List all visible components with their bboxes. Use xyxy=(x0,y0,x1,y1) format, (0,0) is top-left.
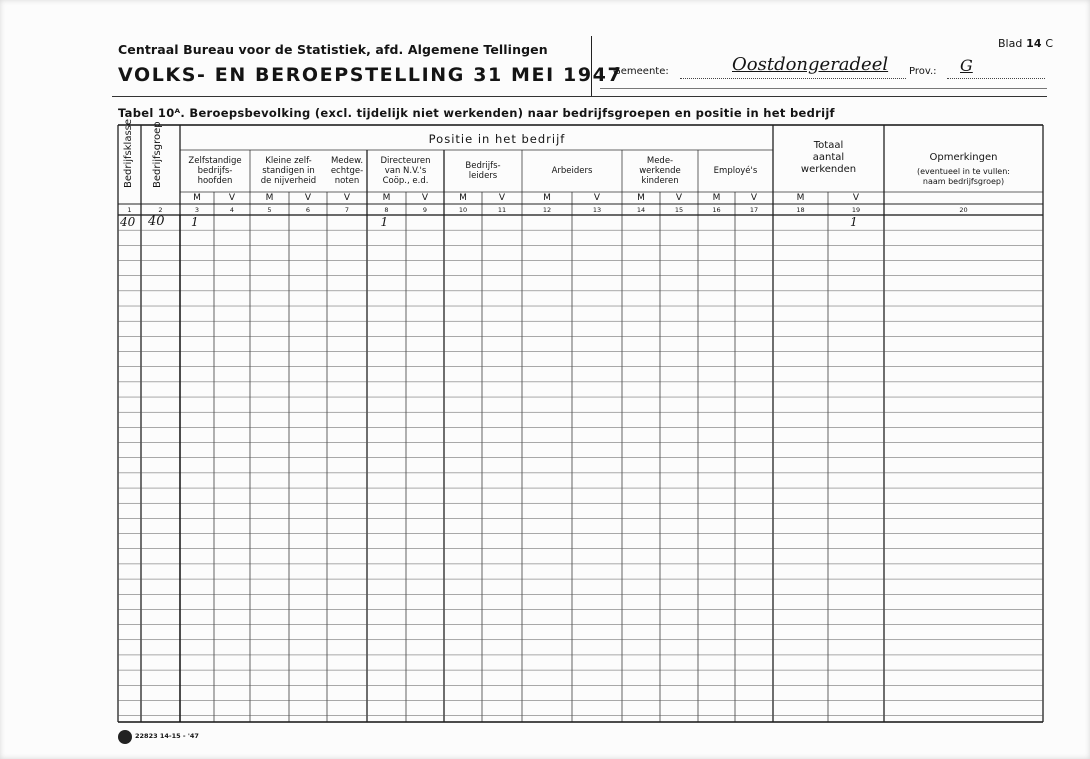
organization-name: Centraal Bureau voor de Statistiek, afd. Algemene Tellingen xyxy=(118,42,548,57)
footer-code: 22823 14-15 - '47 xyxy=(135,732,199,740)
bedrijfsklasse-header: Bedrijfsklasse xyxy=(123,118,134,188)
sub-header-v: V xyxy=(593,193,601,203)
sub-header-m: M xyxy=(796,193,805,203)
prov-value: G xyxy=(960,56,973,75)
column-number: 16 xyxy=(712,206,721,214)
blad-label: Blad xyxy=(998,37,1023,50)
gemeente-label: Gemeente: xyxy=(613,66,669,77)
sub-header-m: M xyxy=(543,193,551,203)
column-group-header: Directeuren van N.V.'s Coöp., e.d. xyxy=(380,156,431,186)
blad-value: 14 xyxy=(1026,37,1042,50)
gemeente-value: Oostdongeradeel xyxy=(732,54,889,75)
column-number: 17 xyxy=(749,206,759,214)
column-number: 8 xyxy=(384,206,389,214)
bedrijfsgroep-cell: 40 xyxy=(148,214,165,229)
bedrijfsklasse-cell: 40 xyxy=(120,215,136,229)
column-group-header: Employé's xyxy=(713,166,758,176)
column-number: 10 xyxy=(458,206,468,214)
sub-header-v: V xyxy=(228,193,236,203)
column-group-header: Arbeiders xyxy=(551,166,593,176)
value-cell: 1 xyxy=(380,215,389,229)
bedrijfsgroep-header: Bedrijfsgroep xyxy=(152,121,163,188)
sub-header-v: V xyxy=(675,193,683,203)
column-number: 2 xyxy=(158,206,163,214)
column-group-header: Kleine zelf- standigen in de nijverheid xyxy=(260,156,317,186)
column-group-header: Zelfstandige bedrijfs- hoofden xyxy=(188,156,242,186)
sub-header-v: V xyxy=(852,193,860,203)
column-group-header: Bedrijfs- leiders xyxy=(465,161,501,181)
sub-header-v: V xyxy=(343,193,351,203)
sub-header-m: M xyxy=(193,193,201,203)
column-number: 7 xyxy=(344,206,350,214)
prov-label: Prov.: xyxy=(909,66,937,77)
column-group-header: Medew. echtge- noten xyxy=(330,156,364,186)
sub-header-m: M xyxy=(637,193,645,203)
column-number: 19 xyxy=(851,206,861,214)
value-cell: 1 xyxy=(850,215,858,229)
sub-header-m: M xyxy=(459,193,467,203)
column-number: 6 xyxy=(305,206,311,214)
sub-header-v: V xyxy=(304,193,312,203)
column-number: 1 xyxy=(127,206,132,214)
column-number: 14 xyxy=(636,206,646,214)
totaal-header: Totaal aantal werkenden xyxy=(800,140,857,175)
column-number: 12 xyxy=(542,206,552,214)
column-number: 13 xyxy=(592,206,602,214)
sub-header-m: M xyxy=(265,193,274,203)
sub-header-v: V xyxy=(498,193,506,203)
opmerkingen-header: Opmerkingen xyxy=(929,152,998,163)
column-number: 20 xyxy=(959,206,968,214)
column-number: 15 xyxy=(674,206,684,214)
table-title: Tabel 10ᴬ. Beroepsbevolking (excl. tijdelijk niet werkenden) naar bedrijfsgroepen en positie in het bedrijf xyxy=(118,106,835,120)
column-number: 18 xyxy=(796,206,805,214)
sub-header-m: M xyxy=(712,193,721,203)
column-number: 11 xyxy=(497,206,507,214)
sub-header-v: V xyxy=(421,193,429,203)
column-number: 5 xyxy=(267,206,272,214)
column-number: 3 xyxy=(194,206,200,214)
blad-suffix: C xyxy=(1045,37,1054,50)
positie-header: Positie in het bedrijf xyxy=(428,132,566,146)
sub-header-v: V xyxy=(750,193,758,203)
value-cell: 1 xyxy=(191,215,199,229)
column-group-header: Mede- werkende kinderen xyxy=(639,156,681,186)
column-number: 9 xyxy=(422,206,428,214)
sub-header-m: M xyxy=(382,193,391,203)
form-title: VOLKS- EN BEROEPSTELLING 31 MEI 1947 xyxy=(118,64,623,86)
printer-seal-icon xyxy=(118,730,132,744)
opmerkingen-note: (eventueel in te vullen: naam bedrijfsgroep) xyxy=(917,167,1010,186)
column-number: 4 xyxy=(229,206,235,214)
